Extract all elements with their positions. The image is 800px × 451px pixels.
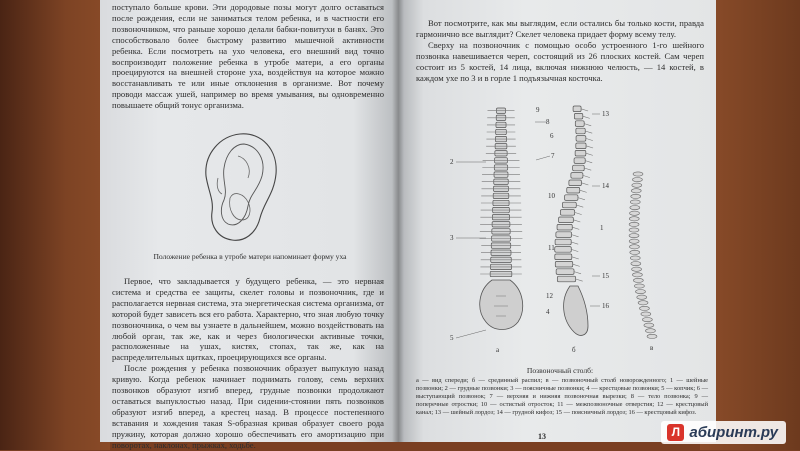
spinous-process <box>572 257 579 259</box>
label-9: 9 <box>536 106 540 114</box>
spinous-process <box>576 279 583 281</box>
vertebra-newborn <box>629 239 639 243</box>
label-15: 15 <box>602 272 609 280</box>
watermark-text: абиринт.ру <box>689 424 778 441</box>
spinous-process <box>572 227 579 229</box>
spine-figure-title: Позвоночный столб: <box>526 366 594 375</box>
ear-figure-caption: Положение ребенка в утробе матери напоминает форму уха <box>153 252 347 261</box>
vertebra-lateral <box>556 269 574 275</box>
vertebra-newborn <box>630 211 640 215</box>
vertebra-newborn <box>644 323 654 327</box>
spinous-process <box>581 109 588 111</box>
vertebra-lateral <box>569 180 582 186</box>
vertebra-lateral <box>557 276 575 282</box>
vertebra-lateral <box>555 261 572 267</box>
vertebra-lateral <box>567 187 580 193</box>
vertebra-lateral <box>562 202 576 208</box>
left-page <box>100 0 398 450</box>
vertebra-lateral <box>573 165 585 171</box>
right-top-text <box>416 18 704 83</box>
spinous-process <box>571 249 578 251</box>
vertebra-newborn <box>633 172 643 176</box>
vertebra-lateral <box>556 232 572 238</box>
right-paragraph-2: Сверху на позвоночник с помощью особо устроенного 1-го шейного позвонка навешивается череп, состоящий из 26 плоских костей. Сам череп состоит из 5 костей, 14 лица, включая нижнюю челюсть, — 14 костей, в каждом ухе по 3 и в горле 1 подъязычная косточка. <box>416 39 704 83</box>
sacrum-front <box>480 280 523 330</box>
spinous-process <box>572 235 579 237</box>
label-view-v: в <box>650 344 654 352</box>
left-paragraph-2: После рождения у ребенка позвоночник образует выпуклую назад кривую. Когда ребенок начинает поднимать голову, семь верхних позвонков образуют изгиб вперед, грудные позвонки продолжают оставаться выпуклостью назад. При сидении-стоянии пять позвонков образуют изгиб вперед, а крестец назад. В процессе постепенного вставания и хождения такая S-образная кривая образует своего рода пружину, которая должно хорошо обеспечивать его амортизацию при поворотах, наклонах, прыжках, ходьбе. <box>112 363 384 450</box>
vertebra-lateral <box>560 210 574 216</box>
vertebra-newborn <box>647 334 657 338</box>
vertebra-newborn <box>632 178 642 182</box>
vertebra-newborn <box>645 329 655 333</box>
label-13: 13 <box>602 110 609 118</box>
spine-lateral-view <box>555 106 593 335</box>
spinous-process <box>573 220 580 222</box>
spinal-column-figure <box>450 100 712 362</box>
spinous-process <box>575 212 582 214</box>
vertebra-lateral <box>574 158 585 164</box>
vertebra-newborn <box>634 284 644 288</box>
vertebra-newborn <box>629 234 639 238</box>
vertebra-lateral <box>565 195 578 201</box>
vertebra-lateral <box>571 173 583 179</box>
spinous-process <box>574 272 581 274</box>
spinous-process <box>576 205 583 207</box>
vertebra-newborn <box>631 262 641 266</box>
sacrum-lateral <box>564 286 588 335</box>
vertebra-newborn <box>637 295 647 299</box>
vertebra-newborn <box>629 245 639 249</box>
spinous-process <box>583 175 590 177</box>
label-view-a: а <box>496 346 500 354</box>
vertebra-lateral <box>559 217 574 223</box>
vertebra-lateral <box>575 121 584 127</box>
left-paragraph-1: Первое, что закладывается у будущего ребенка, — это нервная система и средства ее защиты, скелет головы и позвоночник, где и располагается нервная система, эта энергетическая система организма, от которой будет зависеть вся его работа. Характерно, что зная любую точку позвоночника, о чем вы узнаете в дальнейшем, можно воздействовать на любой орган, так же, как и через биологически активные точки, расположенные на ушах, кистях, стопах, так же, как на распределительных щитках, проецирующихся все органы. <box>112 276 384 363</box>
label-1: 1 <box>600 224 604 232</box>
left-body-text <box>112 276 384 451</box>
vertebra-newborn <box>639 306 649 310</box>
page-number: 13 <box>538 432 546 441</box>
left-top-paragraph: поступало больше крови. Эти дородовые позы могут долго оставаться после рождения, если не заниматься телом ребенка, и в частности его позвоночником, что раньше хорошо делали бабки-повитухи в банях. Это способствовало более быстрому развитию мышечной активности ребенка. Если посмотреть на ухо человека, его внешний вид точно воспроизводит положение ребенка в утробе матери, а его органы проецируются на внешней стороне уха, воздействуя на которое можно восстанавливать те или иные отклонения в организме. Вот почему проводи массаж ушей, например во время умывания, вы одновременно повышаете общий тонус организма. <box>112 2 384 111</box>
spinous-process <box>584 168 591 170</box>
label-6: 6 <box>550 132 554 140</box>
label-view-b: б <box>572 346 576 354</box>
spinous-process <box>585 131 592 133</box>
spinous-process <box>580 190 587 192</box>
ear-fetus-illustration <box>200 128 285 246</box>
spinous-process <box>581 183 588 185</box>
spinous-process <box>585 161 592 163</box>
label-12: 12 <box>546 292 553 300</box>
vertebra-lateral <box>576 128 585 134</box>
vertebra-newborn <box>630 206 640 210</box>
vertebra-newborn <box>629 228 639 232</box>
spine-figure-legend: а — вид спереди; б — срединный распил; в — позвоночный столб новорожденного; 1 — шейные позвонки; 2 — грудные позвонки; 3 — поясничные позвонки; 4 — крестцовые позвонки; 5 — копчик; 6 — выступающий позвонок; 7 — верхняя и нижняя позвоночная вырезки; 8 — тело позвонка; 9 — поперечные отростки; 10 — остистый отросток; 11 — межпозвоночные отверстия; 12 — крестцовый канал; 13 — шейный лордоз; 14 — грудной кифоз; 15 — поясничный лордоз; 16 — крестцовый кифоз. <box>416 377 708 416</box>
label-7: 7 <box>551 152 555 160</box>
right-paragraph-1: Вот посмотрите, как мы выглядим, если остались бы только кости, правда гармонично все выглядит? Скелет человека придает форму всему телу. <box>416 18 704 39</box>
label-4: 4 <box>546 308 550 316</box>
spinous-process <box>578 198 585 200</box>
label-10: 10 <box>548 192 555 200</box>
vertebra-newborn <box>632 267 642 271</box>
vertebra-newborn <box>641 312 651 316</box>
right-page <box>398 0 716 442</box>
spine-newborn-view <box>629 172 657 339</box>
vertebra-newborn <box>642 318 652 322</box>
labirint-watermark <box>661 421 786 444</box>
spinous-process <box>571 242 578 244</box>
vertebra-newborn <box>632 183 642 187</box>
vertebra-newborn <box>630 200 640 204</box>
label-3: 3 <box>450 234 454 242</box>
vertebra-lateral <box>555 239 571 245</box>
vertebra-newborn <box>630 256 640 260</box>
vertebra-newborn <box>632 273 642 277</box>
table-surface-left <box>0 0 110 450</box>
vertebra-lateral <box>557 224 572 230</box>
label-16: 16 <box>602 302 609 310</box>
vertebra-lateral <box>575 150 586 156</box>
vertebra-newborn <box>636 290 646 294</box>
spinous-process <box>584 124 591 126</box>
vertebra-newborn <box>629 217 639 221</box>
vertebra-newborn <box>629 222 639 226</box>
vertebra-newborn <box>633 278 643 282</box>
vertebra-lateral <box>555 247 572 253</box>
vertebra-lateral <box>555 254 572 260</box>
spinous-process <box>586 153 593 155</box>
label-2: 2 <box>450 158 454 166</box>
label-8: 8 <box>546 118 550 126</box>
labirint-logo-icon: Л <box>667 424 684 441</box>
vertebra-lateral <box>574 113 582 119</box>
book-gutter <box>392 0 404 442</box>
spine-front-view <box>480 108 523 330</box>
spinous-process <box>586 146 593 148</box>
vertebra-newborn <box>638 301 648 305</box>
spinous-process <box>573 264 580 266</box>
vertebra-newborn <box>631 189 641 193</box>
spinous-process <box>583 116 590 118</box>
spinous-process <box>586 138 593 140</box>
label-5: 5 <box>450 334 454 342</box>
vertebra-lateral <box>576 136 586 142</box>
vertebra-newborn <box>631 194 641 198</box>
label-11: 11 <box>548 244 555 252</box>
vertebra-newborn <box>630 250 640 254</box>
label-14: 14 <box>602 182 609 190</box>
vertebra-lateral <box>573 106 581 112</box>
vertebra-lateral <box>576 143 586 149</box>
